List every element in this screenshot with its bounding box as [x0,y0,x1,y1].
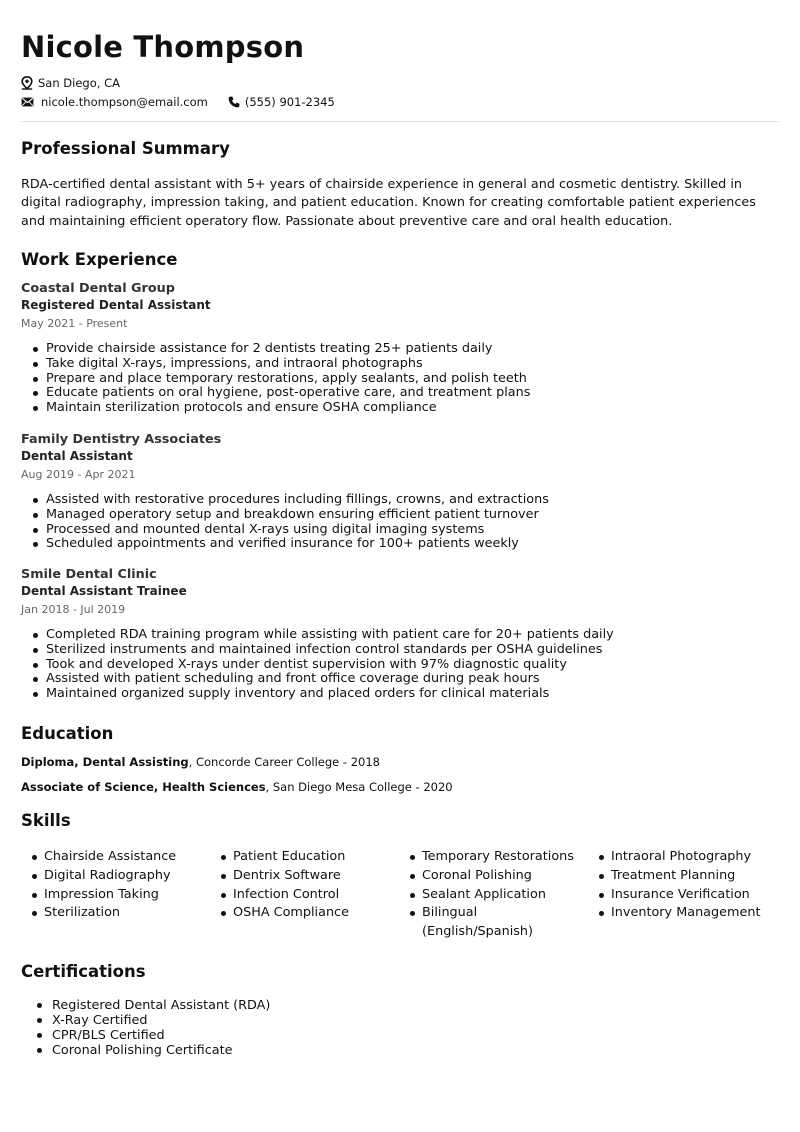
job-bullet: Managed operatory setup and breakdown ensuring efficient patient turnover [21,508,779,523]
job-dates: Jan 2018 - Jul 2019 [21,603,126,616]
job-bullet: Assisted with patient scheduling and front office coverage during peak hours [21,672,779,687]
certification-item: CPR/BLS Certified [21,1028,270,1043]
skill-item: Patient Education [210,848,399,867]
contact-row-location [21,76,140,90]
job-company: Coastal Dental Group [21,281,175,296]
skill-item: Inventory Management [588,904,777,923]
job-company: Smile Dental Clinic [21,567,157,582]
skills-grid [21,848,779,942]
skills-column [210,848,399,942]
job-bullet: Took and developed X-rays under dentist supervision with 97% diagnostic quality [21,658,779,673]
summary-text: RDA-certified dental assistant with 5+ years of chairside experience in general and cosmetic dentistry. Skilled in digital radiography, impression taking, and patient education. Known for creating comfortable patient experiences and maintaining efficient operatory flow. Passionate about preventive care and oral health education. [21,177,756,229]
section-title-experience: Work Experience [21,250,178,269]
education-detail: , Concorde Career College - 2018 [188,755,380,769]
skill-item: OSHA Compliance [210,904,399,923]
job-bullets [21,342,779,416]
job-bullet: Prepare and place temporary restorations, apply sealants, and polish teeth [21,372,779,387]
job-company: Family Dentistry Associates [21,432,222,447]
skill-item: Dentrix Software [210,867,399,886]
job-bullet: Completed RDA training program while assisting with patient care for 20+ patients daily [21,628,779,643]
skill-item: Bilingual (English/Spanish) [399,904,588,942]
education-entry [21,755,380,769]
job-bullet: Sterilized instruments and maintained infection control standards per OSHA guidelines [21,643,779,658]
skills-column [588,848,777,942]
resume-page [21,0,779,1132]
job-dates: May 2021 - Present [21,317,128,330]
job-entry [21,431,779,552]
job-bullet: Provide chairside assistance for 2 dentists treating 25+ patients daily [21,342,779,357]
phone-icon [228,96,240,108]
skills-column [399,848,588,942]
job-dates: Aug 2019 - Apr 2021 [21,468,136,481]
skill-item: Intraoral Photography [588,848,777,867]
skills-column [21,848,210,942]
job-bullet: Processed and mounted dental X-rays using digital imaging systems [21,523,779,538]
phone-text[interactable]: (555) 901-2345 [244,95,335,109]
job-bullet: Educate patients on oral hygiene, post-operative care, and treatment plans [21,386,779,401]
job-bullets [21,628,779,702]
contact-location [21,76,120,90]
skill-item: Treatment Planning [588,867,777,886]
section-title-skills: Skills [21,811,71,830]
contact-row-email-phone [21,95,355,109]
job-bullet: Take digital X-rays, impressions, and intraoral photographs [21,357,779,372]
job-role: Dental Assistant [21,449,133,463]
skill-item: Infection Control [210,886,399,905]
contact-phone [228,95,335,109]
job-bullet: Maintained organized supply inventory and placed orders for clinical materials [21,687,779,702]
skill-item: Digital Radiography [21,867,210,886]
contact-email [21,95,208,109]
map-pin-icon [21,76,33,90]
job-entry [21,566,779,702]
certifications-list [21,998,270,1058]
location-text: San Diego, CA [38,76,120,90]
skill-item: Sterilization [21,904,210,923]
section-title-education: Education [21,724,114,743]
education-degree: Associate of Science, Health Sciences [21,780,266,794]
job-bullet: Scheduled appointments and verified insurance for 100+ patients weekly [21,537,779,552]
skill-item: Sealant Application [399,886,588,905]
education-entry [21,780,453,794]
skill-item: Chairside Assistance [21,848,210,867]
certification-item: Coronal Polishing Certificate [21,1043,270,1058]
header-divider [21,121,779,122]
job-role: Dental Assistant Trainee [21,584,187,598]
skill-item: Impression Taking [21,886,210,905]
job-bullets [21,493,779,552]
candidate-name: Nicole Thompson [21,30,305,64]
job-bullet: Assisted with restorative procedures including fillings, crowns, and extractions [21,493,779,508]
education-degree: Diploma, Dental Assisting [21,755,189,769]
skill-item: Coronal Polishing [399,867,588,886]
job-bullet: Maintain sterilization protocols and ensure OSHA compliance [21,401,779,416]
education-detail: , San Diego Mesa College - 2020 [265,780,453,794]
job-role: Registered Dental Assistant [21,298,211,312]
certification-item: Registered Dental Assistant (RDA) [21,998,270,1013]
skill-item: Insurance Verification [588,886,777,905]
job-entry [21,280,779,416]
certification-item: X-Ray Certified [21,1013,270,1028]
section-title-summary: Professional Summary [21,139,230,158]
envelope-icon [21,97,34,107]
skill-item: Temporary Restorations [399,848,588,867]
section-title-certifications: Certifications [21,962,146,981]
email-text[interactable]: nicole.thompson@email.com [41,95,208,109]
